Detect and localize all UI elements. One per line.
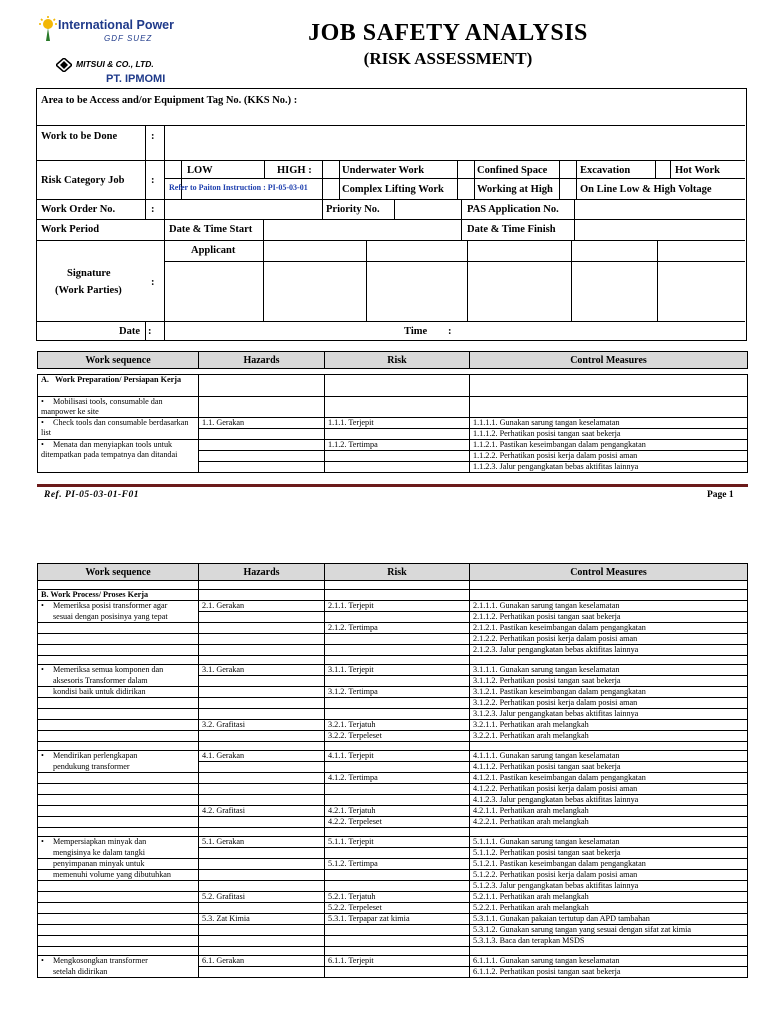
table-row: [38, 837, 748, 848]
work-sequence-cell: kondisi baik untuk didirikan: [38, 687, 199, 698]
document-subtitle: (RISK ASSESSMENT): [363, 49, 533, 68]
work-sequence-cell: [38, 634, 199, 645]
table-row: [38, 956, 748, 967]
pt-name: PT. IPMOMI: [106, 73, 166, 85]
hazard-cell: [199, 881, 325, 892]
work-order-field[interactable]: [165, 200, 321, 218]
table-row: [38, 645, 748, 656]
company-sub: GDF SUEZ: [104, 34, 153, 43]
hazard-cell: [199, 773, 325, 784]
risk-cell: 4.2.2. Terpeleset: [325, 817, 470, 828]
header-control-measures: Control Measures: [470, 352, 748, 369]
work-sequence-cell: memenuhi volume yang dibutuhkan: [38, 870, 199, 881]
risk-cell: [325, 870, 470, 881]
risk-cell: [325, 795, 470, 806]
footer-reference: Ref. PI-05-03-01-F01: [44, 490, 139, 500]
signature-field-2[interactable]: [264, 262, 365, 320]
header-work-sequence: Work sequence: [38, 352, 199, 369]
control-measure-cell: 5.3.1.2. Gunakan sarung tangan yang sesuai dengan sifat zat kimia: [470, 925, 748, 936]
header-control-measures: Control Measures: [470, 564, 748, 581]
table-row: [38, 634, 748, 645]
signature-field-5[interactable]: [572, 262, 656, 320]
work-sequence-cell: [38, 709, 199, 720]
applicant-label: Applicant: [191, 245, 236, 256]
table-row: [38, 612, 748, 623]
work-sequence-cell: setelah didirikan: [38, 967, 199, 978]
table-row: [38, 925, 748, 936]
control-measure-cell: 4.1.2.1. Pastikan keseimbangan dalam pengangkatan: [470, 773, 748, 784]
height-label: Working at High: [477, 184, 553, 195]
risk-cell: 4.1.1. Terjepit: [325, 751, 470, 762]
time-label: Time: [404, 326, 428, 337]
hazard-cell: 5.3. Zat Kimia: [199, 914, 325, 925]
document-title: JOB SAFETY ANALYSIS: [308, 20, 588, 46]
table-row: [38, 947, 748, 956]
hazard-cell: 6.1. Gerakan: [199, 956, 325, 967]
work-sequence-cell: • Mengkosongkan transformer: [38, 956, 199, 967]
table-row: [38, 623, 748, 634]
date-field[interactable]: [165, 322, 395, 340]
control-measure-cell: 3.2.2.1. Perhatikan arah melangkah: [470, 731, 748, 742]
risk-cell: 5.1.1. Terjepit: [325, 837, 470, 848]
work-sequence-cell: [38, 892, 199, 903]
table-row: 1.1.1.2. Perhatikan posisi tangan saat bekerja: [38, 429, 748, 440]
table-row: [38, 848, 748, 859]
risk-cell: 6.1.1. Terjepit: [325, 956, 470, 967]
control-measure-cell: 4.2.1.1. Perhatikan arah melangkah: [470, 806, 748, 817]
control-measure-cell: 3.1.1.1. Gunakan sarung tangan keselamatan: [470, 665, 748, 676]
partner-name: MITSUI & CO., LTD.: [76, 59, 154, 69]
hazard-cell: [199, 784, 325, 795]
control-measure-cell: 4.1.2.2. Perhatikan posisi kerja dalam posisi aman: [470, 784, 748, 795]
table-row: [38, 859, 748, 870]
table-row: 1.1.2.2. Perhatikan posisi kerja dalam posisi aman: [38, 451, 748, 462]
risk-cell: [325, 676, 470, 687]
footer-divider: [37, 484, 748, 487]
table-row: [38, 751, 748, 762]
confined-checkbox[interactable]: [458, 161, 473, 177]
risk-cell: 5.2.1. Terjatuh: [325, 892, 470, 903]
table-row: [38, 375, 748, 397]
risk-cell: 2.1.1. Terjepit: [325, 601, 470, 612]
table-row: [38, 601, 748, 612]
work-sequence-cell: [38, 698, 199, 709]
work-step-check-tools: • Check tools dan consumable berdasarkan list: [38, 418, 199, 440]
table-row: [38, 914, 748, 925]
risk-cell: 5.3.1. Terpapar zat kimia: [325, 914, 470, 925]
risk-cell: 4.2.1. Terjatuh: [325, 806, 470, 817]
hazard-cell: [199, 645, 325, 656]
hazard-cell: [199, 698, 325, 709]
work-sequence-cell: [38, 731, 199, 742]
header-hazards: Hazards: [199, 352, 325, 369]
area-label: Area to be Access and/or Equipment Tag No. (KKS No.) :: [41, 95, 298, 106]
table-row: [38, 656, 748, 665]
work-sequence-cell: [38, 817, 199, 828]
hazard-cell: 5.1. Gerakan: [199, 837, 325, 848]
hazard-cell: 3.2. Grafitasi: [199, 720, 325, 731]
risk-cell: [325, 936, 470, 947]
header-risk: Risk: [325, 564, 470, 581]
risk-cell: [325, 645, 470, 656]
work-to-be-done-field[interactable]: [165, 126, 743, 159]
excavation-label: Excavation: [580, 165, 631, 176]
risk-cell: [325, 784, 470, 795]
jsa-form: Area to be Access and/or Equipment Tag No. (KKS No.) : Work to be Done : Risk Category Job : LOW HIGH : Refer to Paiton Instruction : PI-05-03-01 Underwater Work Confined Space Excavation Hot Work Complex Lifting Work Working at High On Line Low & High Voltage Work Order No. : Priority No. PAS Application No. Work Period Date & Time Start Date & Time Finish Applicant Signature (Work Parties) : Date : Time :: [36, 88, 747, 341]
page-number: Page 1: [707, 490, 734, 500]
sun-logo-icon: [38, 16, 58, 42]
signature-field-3[interactable]: [367, 262, 466, 320]
hazard-cell: 4.1. Gerakan: [199, 751, 325, 762]
risk-cell: [325, 848, 470, 859]
hazard-cell: [199, 676, 325, 687]
underwater-label: Underwater Work: [342, 165, 425, 176]
table-row: [38, 687, 748, 698]
hazard-cell: 2.1. Gerakan: [199, 601, 325, 612]
control-measure-cell: 2.1.1.2. Perhatikan posisi tangan saat bekerja: [470, 612, 748, 623]
lifting-checkbox[interactable]: [323, 179, 338, 198]
paiton-reference: Refer to Paiton Instruction : PI-05-03-01: [169, 183, 308, 192]
risk-category-label: Risk Category Job: [41, 175, 125, 186]
risk-cell: [325, 925, 470, 936]
table-row: [38, 709, 748, 720]
table-row: [38, 665, 748, 676]
table-header-row: [38, 564, 748, 581]
control-measure-cell: 3.1.1.2. Perhatikan posisi tangan saat bekerja: [470, 676, 748, 687]
hazard-cell: 5.2. Grafitasi: [199, 892, 325, 903]
work-sequence-cell: • Mempersiapkan minyak dan: [38, 837, 199, 848]
hazard-cell: [199, 634, 325, 645]
hazard-cell: [199, 817, 325, 828]
work-sequence-cell: • Memeriksa semua komponen dan: [38, 665, 199, 676]
hazard-cell: [199, 795, 325, 806]
control-measure-cell: 4.2.2.1. Perhatikan arah melangkah: [470, 817, 748, 828]
priority-label: Priority No.: [326, 204, 380, 215]
work-sequence-cell: mengisinya ke dalam tangki: [38, 848, 199, 859]
control-measure-cell: 3.2.1.1. Perhatikan arah melangkah: [470, 720, 748, 731]
voltage-label: On Line Low & High Voltage: [580, 184, 712, 195]
hazard-cell: [199, 623, 325, 634]
priority-field[interactable]: [395, 200, 460, 218]
hazard-cell: [199, 925, 325, 936]
pas-field[interactable]: [575, 200, 743, 218]
table-row: [38, 698, 748, 709]
table-row: [38, 967, 748, 978]
work-sequence-cell: pendukung transformer: [38, 762, 199, 773]
hazard-cell: [199, 848, 325, 859]
hazard-cell: [199, 612, 325, 623]
work-sequence-cell: penyimpanan minyak untuk: [38, 859, 199, 870]
risk-cell: 5.1.2. Tertimpa: [325, 859, 470, 870]
work-sequence-cell: [38, 936, 199, 947]
mitsui-diamond-icon: [56, 58, 72, 72]
control-measure-cell: 3.1.2.3. Jalur pengangkatan bebas aktifitas lainnya: [470, 709, 748, 720]
risk-cell: [325, 698, 470, 709]
table-row: • Check tools dan consumable berdasarkan list 1.1. Gerakan 1.1.1. Terjepit 1.1.1.1. Gunakan sarung tangan keselamatan: [38, 418, 748, 429]
height-checkbox[interactable]: [458, 179, 473, 198]
control-measure-cell: 3.1.2.2. Perhatikan posisi kerja dalam posisi aman: [470, 698, 748, 709]
jsa-table-page-1: [37, 351, 748, 473]
mitsui-logo: [56, 58, 186, 72]
start-label: Date & Time Start: [169, 224, 253, 235]
risk-cell: [325, 612, 470, 623]
risk-cell: 3.2.2. Terpeleset: [325, 731, 470, 742]
table-row: [38, 870, 748, 881]
control-measure-cell: 5.1.1.1. Gunakan sarung tangan keselamatan: [470, 837, 748, 848]
work-sequence-cell: [38, 773, 199, 784]
work-sequence-cell: [38, 795, 199, 806]
work-sequence-cell: • Memeriksa posisi transformer agar: [38, 601, 199, 612]
signature-field-6[interactable]: [658, 262, 743, 320]
control-measure-cell: 2.1.2.2. Perhatikan posisi kerja dalam posisi aman: [470, 634, 748, 645]
low-label: LOW: [187, 165, 213, 176]
control-measure-cell: 5.3.1.1. Gunakan pakaian tertutup dan APD tambahan: [470, 914, 748, 925]
hazard-cell: [199, 903, 325, 914]
work-period-label: Work Period: [41, 224, 100, 235]
hazard-cell: [199, 709, 325, 720]
table-row: [38, 742, 748, 751]
control-measure-cell: 2.1.2.3. Jalur pengangkatan bebas aktifitas lainnya: [470, 645, 748, 656]
risk-cell: 4.1.2. Tertimpa: [325, 773, 470, 784]
work-sequence-cell: [38, 645, 199, 656]
risk-cell: [325, 967, 470, 978]
excavation-checkbox[interactable]: [560, 161, 575, 177]
table-row: [38, 881, 748, 892]
work-order-label: Work Order No.: [41, 204, 116, 215]
hotwork-checkbox[interactable]: [656, 161, 669, 177]
table-row: [38, 676, 748, 687]
hazard-cell: [199, 870, 325, 881]
signature-field-1[interactable]: [165, 262, 262, 320]
control-measure-cell: 3.1.2.1. Pastikan keseimbangan dalam pengangkatan: [470, 687, 748, 698]
work-sequence-cell: [38, 784, 199, 795]
control-measure-cell: 5.1.2.1. Pastikan keseimbangan dalam pengangkatan: [470, 859, 748, 870]
table-row: [38, 828, 748, 837]
risk-cell: [325, 881, 470, 892]
hazard-cell: 3.1. Gerakan: [199, 665, 325, 676]
header-hazards: Hazards: [199, 564, 325, 581]
work-sequence-cell: • Mendirikan perlengkapan: [38, 751, 199, 762]
table-row: [38, 397, 748, 418]
risk-cell: 5.2.2. Terpeleset: [325, 903, 470, 914]
risk-cell: 3.1.1. Terjepit: [325, 665, 470, 676]
risk-cell: 3.2.1. Terjatuh: [325, 720, 470, 731]
control-measure-cell: 4.1.1.1. Gunakan sarung tangan keselamatan: [470, 751, 748, 762]
work-sequence-cell: [38, 623, 199, 634]
work-step-menata-tools: • Menata dan menyiapkan tools untuk ditempatkan pada tempatnya dan ditandai: [38, 440, 199, 473]
control-measure-cell: 5.1.2.3. Jalur pengangkatan bebas aktifitas lainnya: [470, 881, 748, 892]
hazard-cell: [199, 731, 325, 742]
hazard-cell: [199, 859, 325, 870]
confined-label: Confined Space: [477, 165, 548, 176]
hazard-cell: [199, 967, 325, 978]
signature-label: Signature: [67, 268, 111, 279]
work-sequence-cell: [38, 914, 199, 925]
high-label: HIGH :: [277, 165, 312, 176]
signature-field-4[interactable]: [468, 262, 570, 320]
finish-field[interactable]: [575, 220, 743, 239]
work-sequence-cell: sesuai dengan posisinya yang tepat: [38, 612, 199, 623]
pas-label: PAS Application No.: [467, 204, 559, 215]
section-b-title: B. Work Process/ Proses Kerja: [38, 590, 199, 601]
date-label: Date: [119, 326, 140, 337]
table-row: [38, 806, 748, 817]
risk-cell: [325, 762, 470, 773]
mobilisasi-cell: • Mobilisasi tools, consumable dan manpower ke site: [38, 397, 199, 418]
lifting-label: Complex Lifting Work: [342, 184, 444, 195]
table-row: [38, 773, 748, 784]
table-header-row: [38, 352, 748, 369]
section-a-cell: A. Work Preparation/ Persiapan Kerja: [38, 375, 199, 397]
work-parties-label: (Work Parties): [55, 285, 122, 296]
table-row: [38, 731, 748, 742]
control-measure-cell: 2.1.2.1. Pastikan keseimbangan dalam pengangkatan: [470, 623, 748, 634]
jsa-table-page-2: [37, 563, 748, 978]
table-row: [38, 795, 748, 806]
control-measure-cell: 2.1.1.1. Gunakan sarung tangan keselamatan: [470, 601, 748, 612]
control-measure-cell: 5.1.2.2. Perhatikan posisi kerja dalam posisi aman: [470, 870, 748, 881]
hotwork-label: Hot Work: [675, 165, 721, 176]
table-row: [38, 892, 748, 903]
company-name: International Power: [58, 18, 174, 32]
hazard-cell: [199, 687, 325, 698]
control-measure-cell: 5.2.1.1. Perhatikan arah melangkah: [470, 892, 748, 903]
table-row: [38, 762, 748, 773]
table-row: [38, 936, 748, 947]
control-measure-cell: 5.3.1.3. Baca dan terapkan MSDS: [470, 936, 748, 947]
start-field[interactable]: [264, 220, 460, 239]
risk-cell: 2.1.2. Tertimpa: [325, 623, 470, 634]
voltage-checkbox[interactable]: [560, 179, 575, 198]
work-to-be-done-label: Work to be Done: [41, 131, 118, 142]
hazard-cell: [199, 762, 325, 773]
work-sequence-cell: [38, 881, 199, 892]
hazard-cell: [199, 936, 325, 947]
table-row: [38, 720, 748, 731]
control-measure-cell: 6.1.1.1. Gunakan sarung tangan keselamatan: [470, 956, 748, 967]
low-checkbox[interactable]: [165, 161, 180, 177]
header-risk: Risk: [325, 352, 470, 369]
hazard-cell: 4.2. Grafitasi: [199, 806, 325, 817]
risk-cell: [325, 634, 470, 645]
control-measure-cell: 5.2.2.1. Perhatikan arah melangkah: [470, 903, 748, 914]
table-row: • Menata dan menyiapkan tools untuk ditempatkan pada tempatnya dan ditandai 1.1.2. Tertimpa 1.1.2.1. Pastikan keseimbangan dalam pengangkatan: [38, 440, 748, 451]
time-field[interactable]: [457, 322, 743, 340]
risk-cell: [325, 709, 470, 720]
table-row: [38, 784, 748, 795]
work-sequence-cell: [38, 925, 199, 936]
control-measure-cell: 6.1.1.2. Perhatikan posisi tangan saat bekerja: [470, 967, 748, 978]
work-sequence-cell: [38, 720, 199, 731]
table-row: [38, 590, 748, 601]
control-measure-cell: 4.1.2.3. Jalur pengangkatan bebas aktifitas lainnya: [470, 795, 748, 806]
risk-cell: 3.1.2. Tertimpa: [325, 687, 470, 698]
underwater-checkbox[interactable]: [323, 161, 338, 177]
work-sequence-cell: [38, 903, 199, 914]
table-row: [38, 903, 748, 914]
work-sequence-cell: aksesoris Transformer dalam: [38, 676, 199, 687]
work-sequence-cell: [38, 806, 199, 817]
control-measure-cell: 5.1.1.2. Perhatikan posisi tangan saat bekerja: [470, 848, 748, 859]
table-row: 1.1.2.3. Jalur pengangkatan bebas aktifitas lainnya: [38, 462, 748, 473]
control-measure-cell: 4.1.1.2. Perhatikan posisi tangan saat bekerja: [470, 762, 748, 773]
table-row: [38, 817, 748, 828]
international-power-logo: [38, 14, 174, 50]
header-work-sequence: Work sequence: [38, 564, 199, 581]
table-row: [38, 581, 748, 590]
finish-label: Date & Time Finish: [467, 224, 556, 235]
